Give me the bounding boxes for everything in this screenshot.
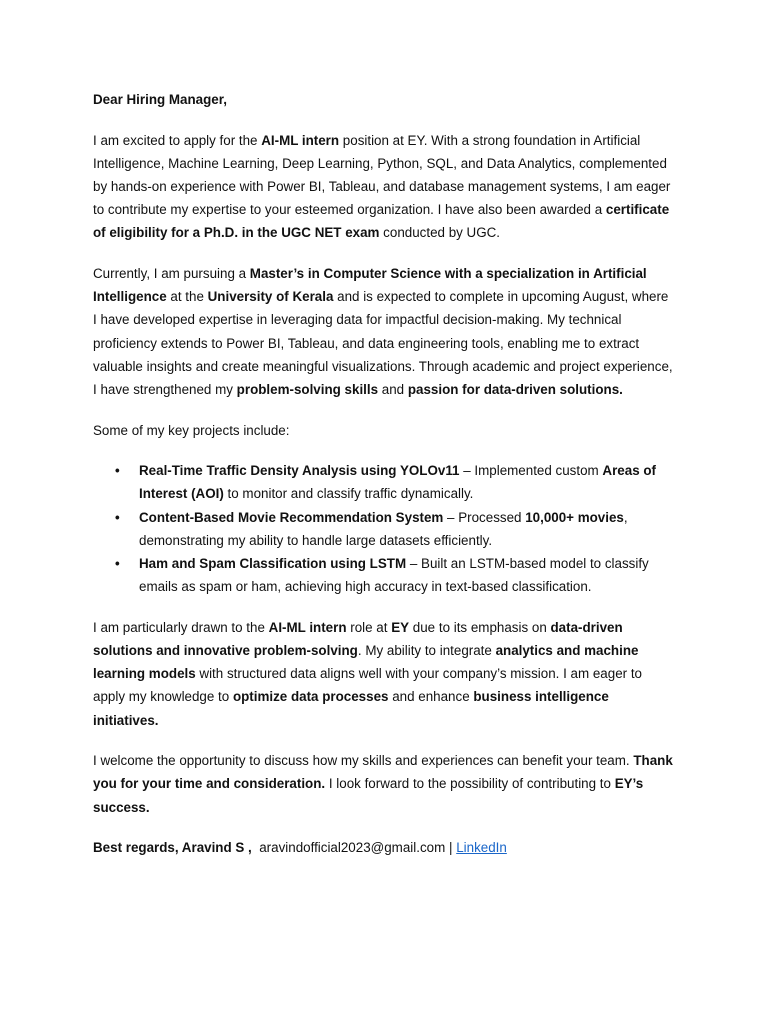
goal-highlight: optimize data processes — [232, 689, 389, 705]
role-highlight: AI-ML intern — [268, 619, 347, 635]
text: – Built an LSTM-based model to classify emails as spam or ham, achieving high accuracy in text-based classification. — [139, 556, 649, 595]
text: at the — [166, 289, 208, 305]
skill-highlight: problem-solving skills — [236, 382, 379, 398]
company-highlight: EY — [391, 619, 410, 635]
text: conducted by UGC. — [379, 225, 501, 241]
focus-highlight: data-driven solutions and innovative problem-solving — [93, 619, 623, 659]
text: due to its emphasis on — [409, 619, 551, 635]
text: Currently, I am pursuing a — [93, 266, 250, 281]
cover-letter — [93, 88, 675, 877]
list-item — [139, 459, 675, 505]
success-highlight: EY’s success. — [93, 776, 644, 815]
text: and enhance — [388, 689, 474, 705]
text: role at — [346, 619, 392, 635]
salutation-text: Dear Hiring Manager, — [93, 92, 227, 107]
text: . My ability to integrate — [357, 643, 496, 659]
text: position at EY. With a strong foundation in Artificial Intelligence, Machine Learning, Deep Learning, Python, SQL, and Data Analytics, complemented by hands-on experience with Power BI, Tableau, and database management systems, I am eager to contribute my expertise to your esteemed organization. I have also been awarded a — [93, 132, 671, 218]
project-title: Ham and Spam Classification using LSTM — [139, 556, 407, 572]
text: and — [378, 382, 408, 398]
project-highlight: Areas of Interest (AOI) — [139, 463, 657, 502]
project-title: Real-Time Traffic Density Analysis using YOLOv11 — [139, 463, 460, 479]
text: I welcome the opportunity to discuss how my skills and experiences can benefit your team. — [93, 753, 634, 769]
degree-highlight: Master’s in Computer Science with a specialization in Artificial Intelligence — [93, 266, 647, 305]
closing-name: Best regards, Aravind S , — [93, 840, 252, 856]
education-paragraph — [93, 262, 675, 401]
signature-line — [93, 836, 675, 859]
linkedin-link[interactable]: LinkedIn — [456, 840, 507, 856]
separator: | — [448, 840, 453, 856]
motivation-paragraph — [93, 616, 675, 732]
salutation — [93, 88, 675, 111]
text: with structured data aligns well with your company’s mission. I am eager to apply my knowledge to — [93, 666, 642, 705]
role-highlight: AI-ML intern — [261, 132, 340, 148]
intro-paragraph — [93, 129, 675, 245]
text: to monitor and classify traffic dynamically. — [223, 486, 474, 502]
text: I am excited to apply for the — [93, 132, 262, 148]
email-address: aravindofficial2023@gmail.com — [259, 840, 446, 856]
closing-paragraph — [93, 749, 675, 819]
projects-intro: Some of my key projects include: — [93, 422, 290, 438]
thanks-highlight: Thank you for your time and consideration. — [93, 753, 673, 792]
project-title: Content-Based Movie Recommendation System — [139, 509, 444, 525]
text: I look forward to the possibility of contributing to — [325, 776, 615, 792]
text: , demonstrating my ability to handle large datasets efficiently. — [139, 509, 628, 548]
text: – Processed — [443, 509, 526, 525]
ability-highlight: analytics and machine learning models — [93, 643, 639, 682]
text: I am particularly drawn to the — [93, 619, 269, 635]
university-highlight: University of Kerala — [207, 289, 334, 305]
projects-list — [93, 459, 675, 598]
skill-highlight: passion for data-driven solutions. — [407, 382, 623, 398]
text: – Implemented custom — [459, 463, 603, 479]
certificate-highlight: certificate of eligibility for a Ph.D. in the UGC NET exam — [93, 202, 670, 241]
goal-highlight: business intelligence initiatives. — [93, 689, 609, 728]
list-item — [139, 552, 675, 598]
list-item — [139, 506, 675, 552]
project-highlight: 10,000+ movies — [525, 509, 624, 525]
text: and is expected to complete in upcoming August, where I have developed expertise in leveraging data for impactful decision-making. My technical proficiency extends to Power BI, Tableau, and data engineering tools, enabling me to extract valuable insights and create meaningful visualizations. Through academic and project experience, I have strengthened my — [93, 289, 673, 398]
